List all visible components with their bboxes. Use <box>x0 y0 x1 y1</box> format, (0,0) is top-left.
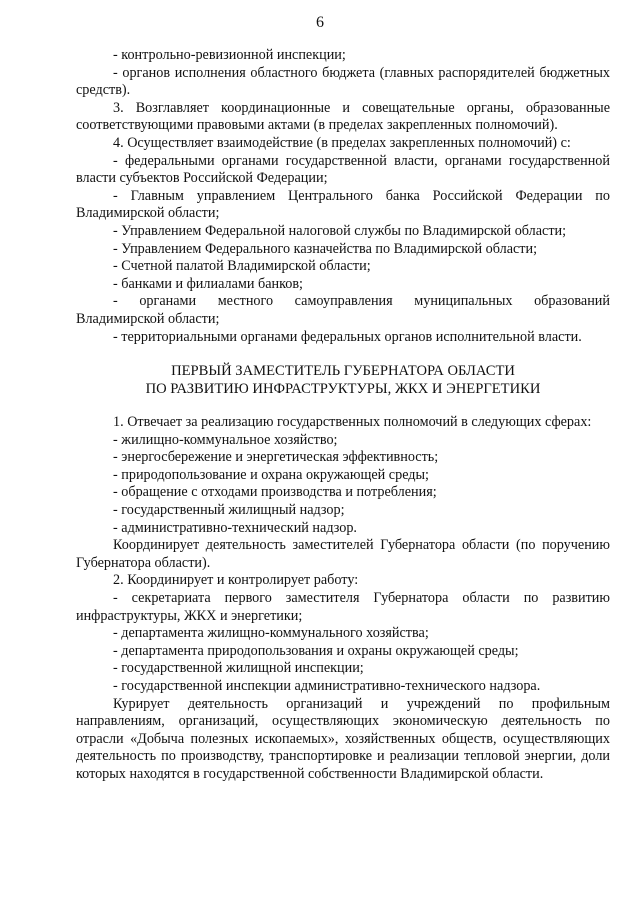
list-item: - Управлением Федеральной налоговой службы по Владимирской области; <box>113 222 567 239</box>
list-item: - административно-технический надзор. <box>113 519 357 536</box>
list-item: - государственный жилищный надзор; <box>113 502 345 519</box>
paragraph: 3. Возглавляет координационные и совещательные органы, образованные соответствующими правовыми актами (в пределах закрепленных полномочий). <box>76 99 610 134</box>
list-item: - государственной инспекции административно-технического надзора. <box>113 678 541 694</box>
list-item: - органами местного самоуправления муниципальных образований Владимирской области; <box>76 293 610 327</box>
list-item: - федеральными органами государственной власти, органами государственной власти субъектов Российской Федерации; <box>76 152 610 187</box>
list-item: - секретариата первого заместителя Губернатора области по развитию инфраструктуры, ЖКХ и энергетики; <box>76 590 610 624</box>
list-item: - жилищно-коммунальное хозяйство; <box>113 431 338 448</box>
list-item: - энергосбережение и энергетическая эффективность; <box>113 449 439 466</box>
section-heading-line-2: ПО РАЗВИТИЮ ИНФРАСТРУКТУРЫ, ЖКХ И ЭНЕРГЕТИКИ <box>145 381 541 398</box>
list-item: - департамента природопользования и охраны окружающей среды; <box>113 642 519 659</box>
list-item: - территориальными органами федеральных органов исполнительной власти. <box>113 328 582 345</box>
list-item: - государственной жилищной инспекции; <box>113 660 364 677</box>
list-item: - департамента жилищно-коммунального хозяйства; <box>113 625 429 642</box>
paragraph: 4. Осуществляет взаимодействие (в пределах закрепленных полномочий) с: <box>113 134 571 151</box>
list-item: - банками и филиалами банков; <box>113 275 303 292</box>
list-item: - органов исполнения областного бюджета (главных распорядителей бюджетных средств). <box>76 64 610 99</box>
list-item: - Главным управлением Центрального банка Российской Федерации по Владимирской области; <box>76 187 610 222</box>
list-item: - обращение с отходами производства и потребления; <box>113 484 437 501</box>
list-item: - Счетной палатой Владимирской области; <box>113 258 371 275</box>
page-number: 6 <box>316 14 324 31</box>
list-item: - природопользование и охрана окружающей среды; <box>113 466 429 483</box>
list-item: - Управлением Федерального казначейства по Владимирской области; <box>113 240 538 257</box>
paragraph: 2. Координирует и контролирует работу: <box>113 572 359 589</box>
paragraph: 1. Отвечает за реализацию государственных полномочий в следующих сферах: <box>113 414 592 431</box>
paragraph: Координирует деятельность заместителей Губернатора области (по поручению Губернатора области). <box>76 537 610 571</box>
section-heading-line-1: ПЕРВЫЙ ЗАМЕСТИТЕЛЬ ГУБЕРНАТОРА ОБЛАСТИ <box>171 363 515 380</box>
document-body <box>76 47 610 784</box>
list-item: - контрольно-ревизионной инспекции; <box>113 47 346 63</box>
paragraph: Курирует деятельность организаций и учреждений по профильным направлениям, организаций, осуществляющих экономическую деятельность по отрасли «Добыча полезных ископаемых», хозяйственных обществ, осуществляющих деятельность по производству, транспортировке и реализации тепловой энергии, доли которых находятся в государственной собственности Владимирской области. <box>76 695 610 782</box>
